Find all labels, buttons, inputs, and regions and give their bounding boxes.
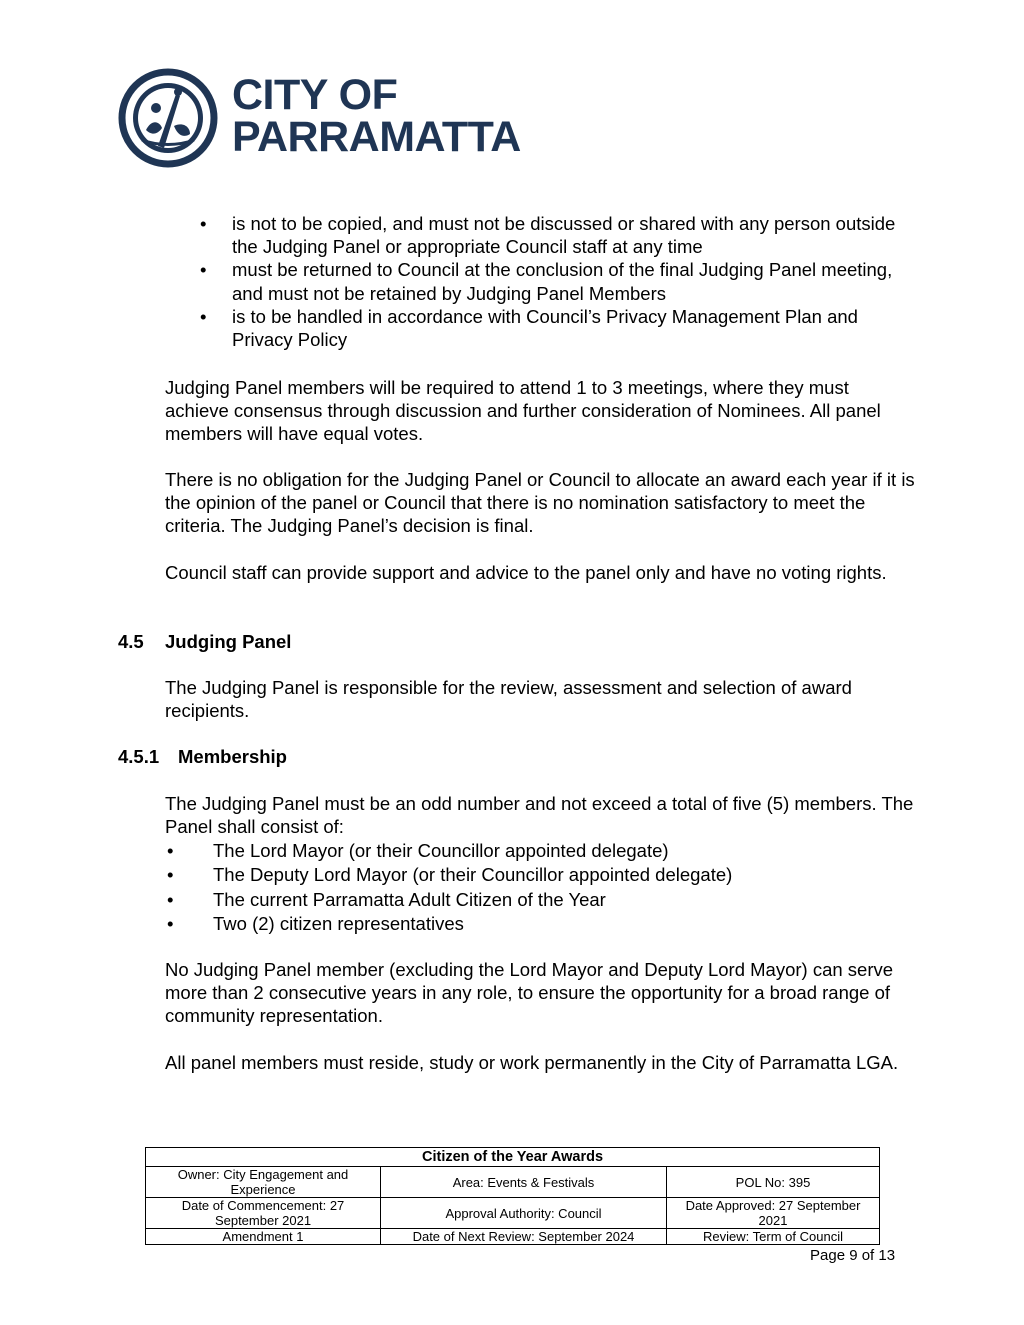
owner-cell: Owner: City Engagement and Experience [146,1167,381,1198]
section-heading-4-5 [118,630,292,653]
term-limit-paragraph: No Judging Panel member (excluding the Lord Mayor and Deputy Lord Mayor) can serve more than 2 consecutive years in any role, to ensure the opportunity for a broad range of community representation. [165,959,894,1027]
confidentiality-list [200,212,920,351]
page-number: Page 9 of 13 [810,1247,896,1264]
list-item: • Two (2) citizen representatives [165,912,885,936]
membership-list [165,839,885,937]
authority-cell: Approval Authority: Council [381,1198,667,1229]
list-item: • The Lord Mayor (or their Councillor appointed delegate) [165,839,885,863]
pol-cell: POL No: 395 [667,1167,880,1198]
area-cell: Area: Events & Festivals [381,1167,667,1198]
list-item: • The current Parramatta Adult Citizen of the Year [165,888,885,912]
section-number: 4.5.1 [118,746,160,767]
city-of-parramatta-logo [118,68,558,172]
council-emblem-icon [118,68,218,168]
next-review-cell: Date of Next Review: September 2024 [381,1229,667,1245]
amendment-cell: Amendment 1 [146,1229,381,1245]
membership-intro: The Judging Panel must be an odd number and not exceed a total of five (5) members. The Panel shall consist of: [165,793,914,838]
document-control-table [145,1147,880,1245]
section-title: Membership [178,746,287,767]
residency-paragraph: All panel members must reside, study or work permanently in the City of Parramatta LGA. [165,1052,899,1073]
list-item: • The Deputy Lord Mayor (or their Councillor appointed delegate) [165,863,885,887]
review-cell: Review: Term of Council [667,1229,880,1245]
meetings-paragraph: Judging Panel members will be required to attend 1 to 3 meetings, where they must achieve consensus through discussion and further consideration of Nominees. All panel members will have equal votes. [165,377,881,445]
approved-cell: Date Approved: 27 September 2021 [667,1198,880,1229]
list-item: • is not to be copied, and must not be discussed or shared with any person outside the Judging Panel or appropriate Council staff at any time [200,212,920,258]
section-title: Judging Panel [165,631,292,652]
logo-line-1: CITY OF [232,71,398,119]
obligation-paragraph: There is no obligation for the Judging Panel or Council to allocate an award each year if it is the opinion of the panel or Council that there is no nomination satisfactory to meet the criteria. The Judging Panel’s decision is final. [165,469,915,537]
staff-paragraph: Council staff can provide support and advice to the panel only and have no voting rights. [165,562,887,583]
logo-wordmark [232,71,521,161]
list-item: • is to be handled in accordance with Council’s Privacy Management Plan and Privacy Policy [200,305,920,351]
list-item: • must be returned to Council at the conclusion of the final Judging Panel meeting, and must not be retained by Judging Panel Members [200,258,920,304]
section-number: 4.5 [118,631,144,652]
section-heading-4-5-1 [118,745,287,768]
judging-panel-paragraph: The Judging Panel is responsible for the review, assessment and selection of award recipients. [165,677,852,722]
footer-title: Citizen of the Year Awards [146,1148,880,1167]
logo-line-2: PARRAMATTA [232,113,521,161]
commencement-cell: Date of Commencement: 27 September 2021 [146,1198,381,1229]
